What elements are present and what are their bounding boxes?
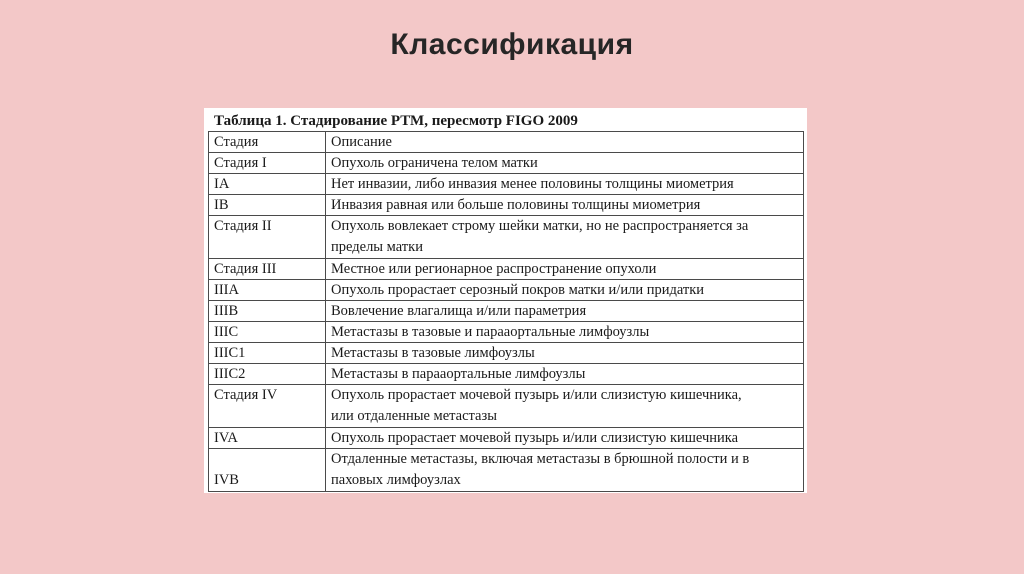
description-cell xyxy=(326,322,804,343)
table-row xyxy=(209,174,804,195)
description-cell xyxy=(326,153,804,174)
table-row xyxy=(209,385,804,428)
table-row xyxy=(209,153,804,174)
description-cell xyxy=(326,259,804,280)
description-line: или отдаленные метастазы xyxy=(331,408,497,424)
description-line: Опухоль прорастает серозный покров матки и/или придатки xyxy=(331,282,705,298)
staging-table xyxy=(208,131,804,492)
description-line: Отдаленные метастазы, включая метастазы в брюшной полости и в xyxy=(331,451,750,467)
description-cell xyxy=(326,343,804,364)
stage-cell: IIIC xyxy=(209,322,326,343)
description-line: Метастазы в парааортальные лимфоузлы xyxy=(331,366,586,382)
table-row xyxy=(209,280,804,301)
stage-cell: IVB xyxy=(209,449,326,492)
description-line: Опухоль прорастает мочевой пузырь и/или слизистую кишечника, xyxy=(331,387,742,403)
table-row xyxy=(209,449,804,492)
description-cell xyxy=(326,216,804,259)
description-line: Местное или регионарное распространение опухоли xyxy=(331,261,657,277)
table-row xyxy=(209,343,804,364)
description-line: Метастазы в тазовые и парааортальные лимфоузлы xyxy=(331,324,650,340)
description-cell xyxy=(326,385,804,428)
stage-cell: Стадия III xyxy=(209,259,326,280)
description-line: Вовлечение влагалища и/или параметрия xyxy=(331,303,587,319)
stage-cell: IIIC2 xyxy=(209,364,326,385)
table-row xyxy=(209,216,804,259)
description-line: пределы матки xyxy=(331,239,423,255)
stage-cell: Стадия I xyxy=(209,153,326,174)
table-row xyxy=(209,301,804,322)
stage-cell: IVA xyxy=(209,428,326,449)
header-cell-stage: Стадия xyxy=(209,132,326,153)
stage-cell: Стадия II xyxy=(209,216,326,259)
table-header-row xyxy=(209,132,804,153)
stage-cell: IIIC1 xyxy=(209,343,326,364)
description-line: Опухоль прорастает мочевой пузырь и/или слизистую кишечника xyxy=(331,430,739,446)
description-line: паховых лимфоузлах xyxy=(331,472,461,488)
table-caption: Таблица 1. Стадирование РТМ, пересмотр FIGO 2009 xyxy=(214,113,578,129)
description-cell xyxy=(326,428,804,449)
description-cell xyxy=(326,449,804,492)
description-line: Опухоль вовлекает строму шейки матки, но не распространяется за xyxy=(331,218,749,234)
description-cell xyxy=(326,364,804,385)
table-row xyxy=(209,428,804,449)
stage-cell: IIIB xyxy=(209,301,326,322)
slide-title: Классификация xyxy=(390,28,634,61)
description-cell xyxy=(326,174,804,195)
table-row xyxy=(209,259,804,280)
description-line: Опухоль ограничена телом матки xyxy=(331,155,538,171)
stage-cell: IB xyxy=(209,195,326,216)
stage-cell: IIIA xyxy=(209,280,326,301)
description-line: Нет инвазии, либо инвазия менее половины толщины миометрия xyxy=(331,176,734,192)
staging-table-figure xyxy=(204,108,807,493)
description-cell xyxy=(326,301,804,322)
table-row xyxy=(209,322,804,343)
description-line: Инвазия равная или больше половины толщины миометрия xyxy=(331,197,701,213)
table-row xyxy=(209,195,804,216)
stage-cell: Стадия IV xyxy=(209,385,326,428)
header-cell-description: Описание xyxy=(326,132,804,153)
description-cell xyxy=(326,195,804,216)
stage-cell: IA xyxy=(209,174,326,195)
table-row xyxy=(209,364,804,385)
description-line: Метастазы в тазовые лимфоузлы xyxy=(331,345,535,361)
description-cell xyxy=(326,280,804,301)
